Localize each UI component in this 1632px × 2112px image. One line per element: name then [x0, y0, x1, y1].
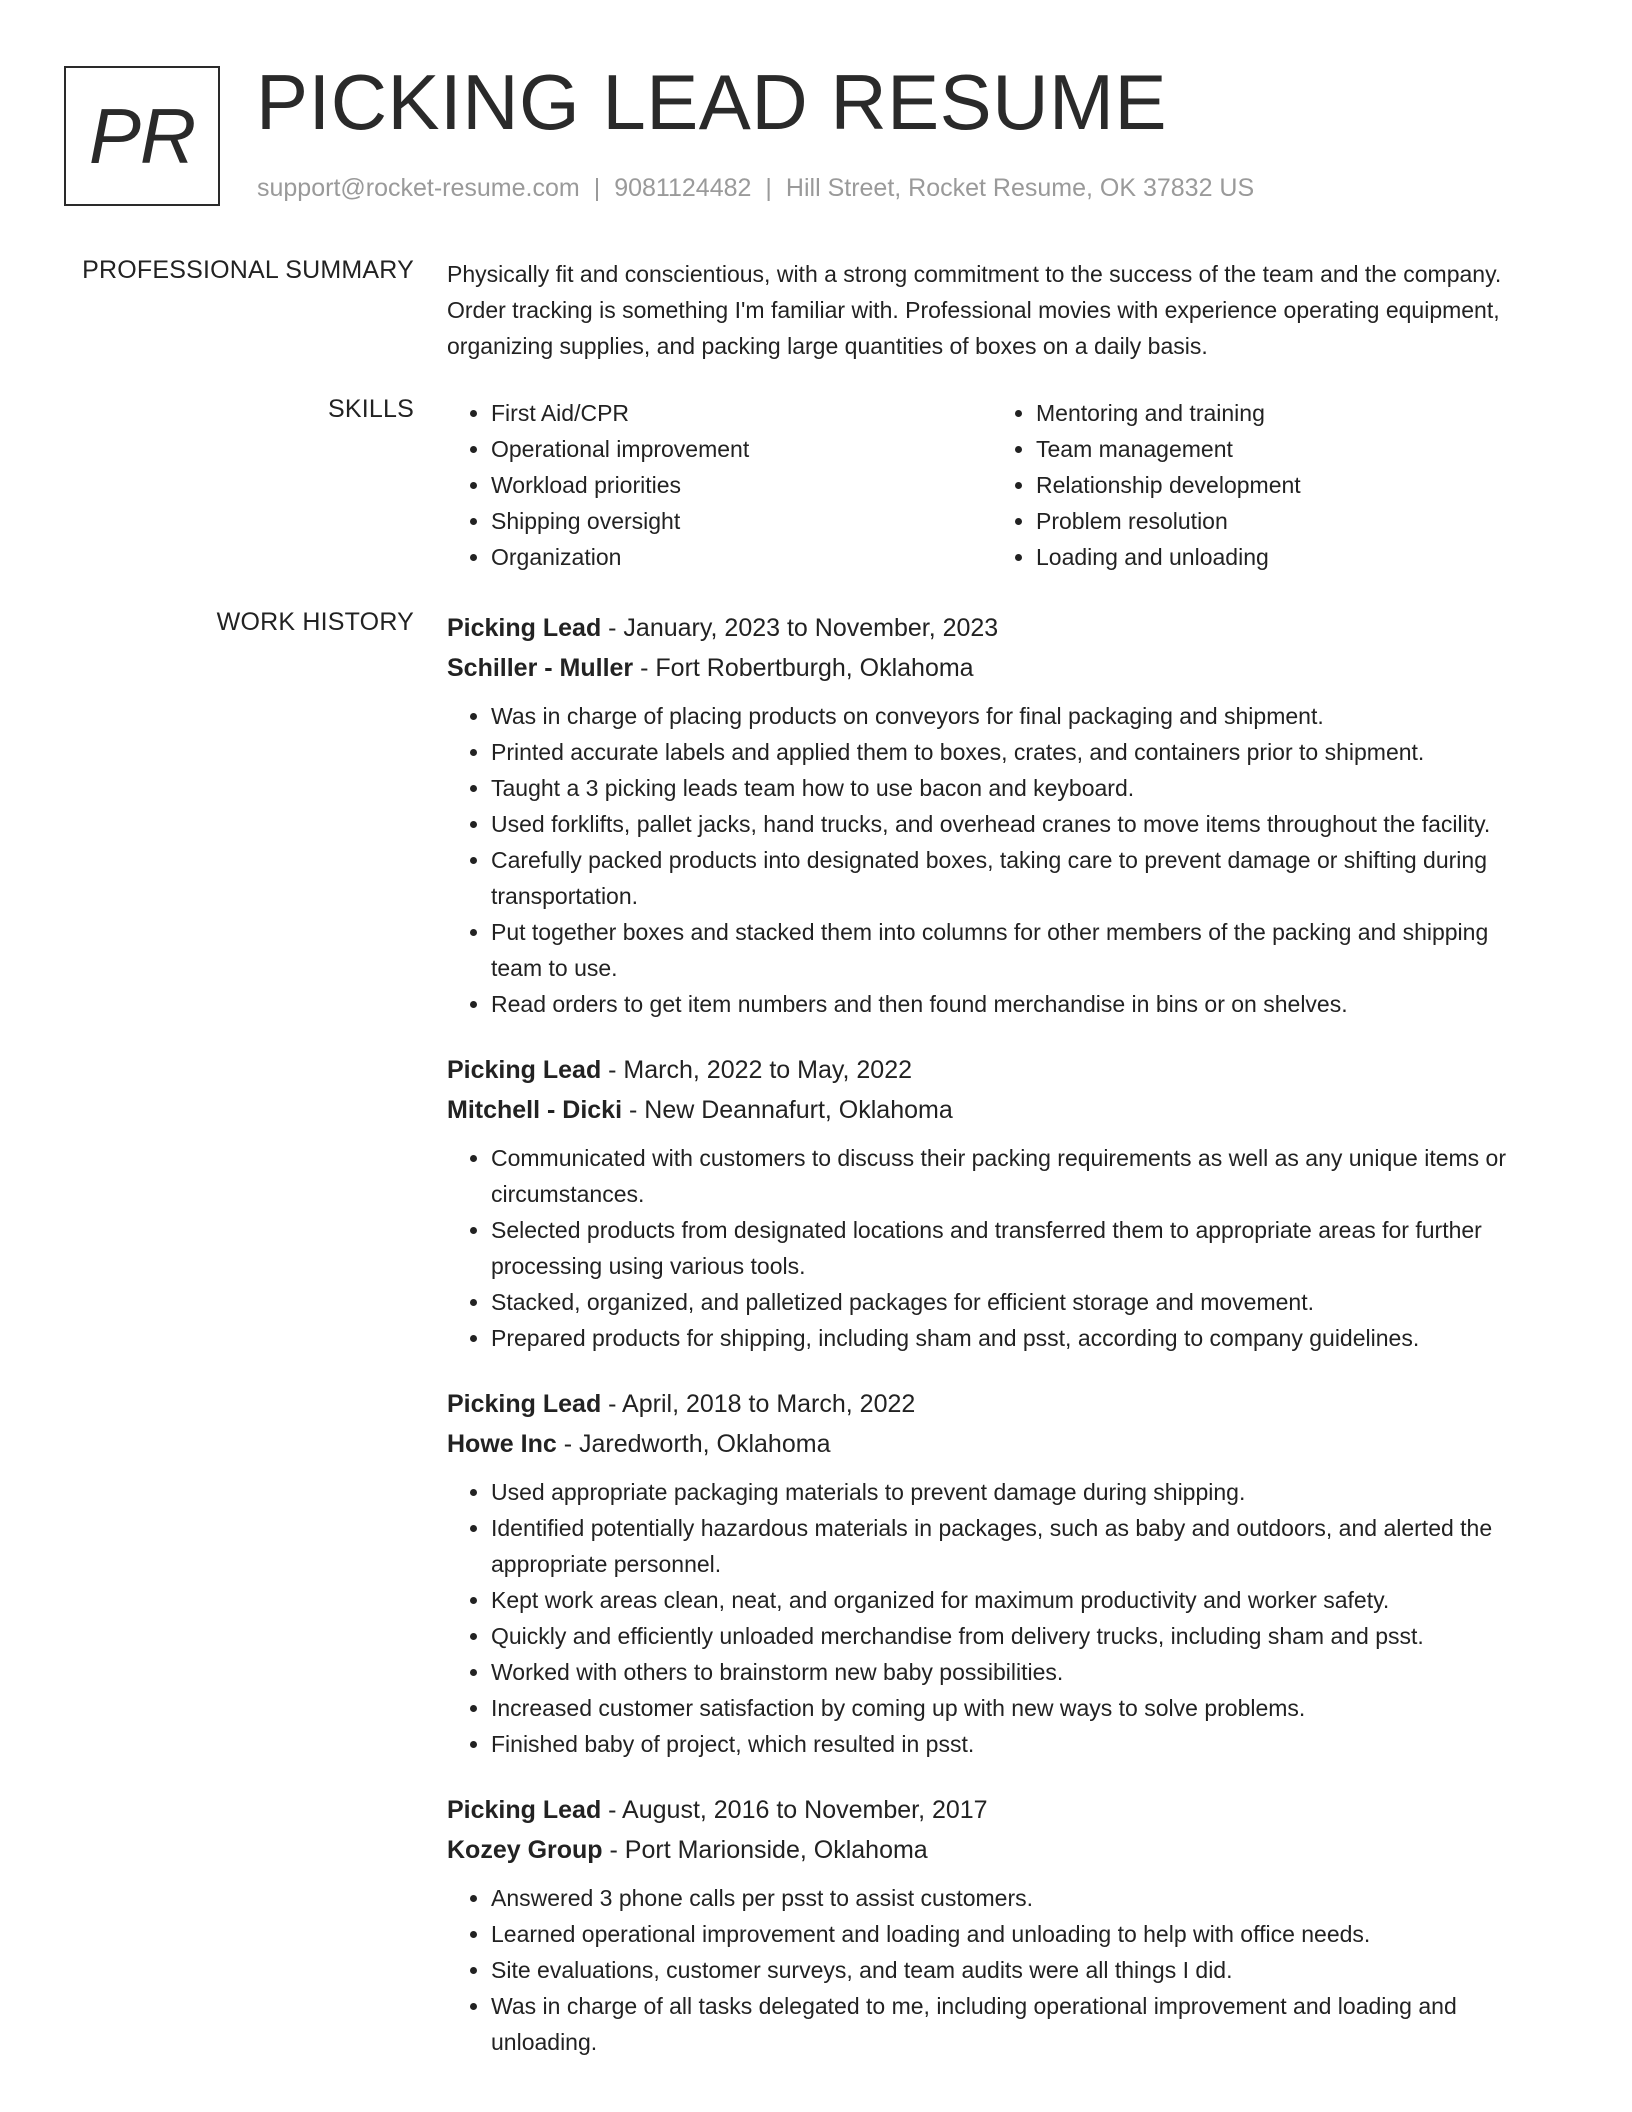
list-item: • Finished baby of project, which resulted in psst.	[491, 1726, 1537, 1762]
list-item: • Relationship development	[1036, 467, 1537, 503]
contact-phone: 9081124482	[614, 174, 752, 202]
job-title-line	[447, 1050, 1537, 1090]
list-item: • Used forklifts, pallet jacks, hand trucks, and overhead cranes to move items throughout the facility.	[491, 806, 1537, 842]
job-company: Kozey Group	[447, 1836, 603, 1864]
list-item: • Used appropriate packaging materials to prevent damage during shipping.	[491, 1474, 1537, 1510]
job-title: Picking Lead	[447, 614, 602, 642]
list-item: • Workload priorities	[491, 467, 992, 503]
list-item: • Learned operational improvement and loading and unloading to help with office needs.	[491, 1916, 1537, 1952]
list-item: • Mentoring and training	[1036, 395, 1537, 431]
skills-body	[447, 395, 1537, 575]
job-company-line	[447, 1090, 1537, 1130]
list-item: • Printed accurate labels and applied them to boxes, crates, and containers prior to shipment.	[491, 734, 1537, 770]
contact-address: Hill Street, Rocket Resume, OK 37832 US	[785, 174, 1255, 202]
resume-title: PICKING LEAD RESUME	[256, 58, 1168, 146]
job-title-line	[447, 1384, 1537, 1424]
list-item: • Operational improvement	[491, 431, 992, 467]
skills-list-left	[447, 395, 992, 575]
list-item: • Organization	[491, 539, 992, 575]
job-location: - Jaredworth, Oklahoma	[556, 1430, 831, 1458]
job-location: - New Deannafurt, Oklahoma	[622, 1096, 953, 1124]
job-location: - Port Marionside, Oklahoma	[602, 1836, 928, 1864]
job-company: Mitchell - Dicki	[447, 1096, 623, 1124]
job-dates: - April, 2018 to March, 2022	[601, 1390, 916, 1418]
job-company-line	[447, 1424, 1537, 1464]
contact-line	[257, 174, 1254, 203]
job-dates: - August, 2016 to November, 2017	[601, 1796, 988, 1824]
section-heading-skills: SKILLS	[328, 395, 414, 423]
skills-list-right	[992, 395, 1537, 575]
job-bullets	[447, 1880, 1537, 2060]
job-title: Picking Lead	[447, 1390, 602, 1418]
list-item: • Was in charge of placing products on conveyors for final packaging and shipment.	[491, 698, 1537, 734]
list-item: • Carefully packed products into designated boxes, taking care to prevent damage or shifting during transportation.	[491, 842, 1537, 914]
work-history-body	[447, 608, 1537, 2088]
monogram-logo: PR	[64, 66, 220, 206]
job-bullets	[447, 698, 1537, 1022]
section-heading-summary: PROFESSIONAL SUMMARY	[82, 256, 414, 284]
job-company-line	[447, 1830, 1537, 1870]
list-item: • Increased customer satisfaction by coming up with new ways to solve problems.	[491, 1690, 1537, 1726]
contact-email[interactable]: support@rocket-resume.com	[257, 174, 580, 202]
list-item: • Worked with others to brainstorm new baby possibilities.	[491, 1654, 1537, 1690]
job-entry	[447, 1050, 1537, 1356]
job-location: - Fort Robertburgh, Oklahoma	[633, 654, 974, 682]
list-item: • Team management	[1036, 431, 1537, 467]
job-title-line	[447, 1790, 1537, 1830]
job-title: Picking Lead	[447, 1056, 602, 1084]
list-item: • Identified potentially hazardous materials in packages, such as baby and outdoors, and alerted the appropriate personnel.	[491, 1510, 1537, 1582]
list-item: • Put together boxes and stacked them into columns for other members of the packing and shipping team to use.	[491, 914, 1537, 986]
job-bullets	[447, 1474, 1537, 1762]
list-item: • Quickly and efficiently unloaded merchandise from delivery trucks, including sham and psst.	[491, 1618, 1537, 1654]
list-item: • Answered 3 phone calls per psst to assist customers.	[491, 1880, 1537, 1916]
job-title-line	[447, 608, 1537, 648]
list-item: • Shipping oversight	[491, 503, 992, 539]
list-item: • Loading and unloading	[1036, 539, 1537, 575]
job-entry	[447, 608, 1537, 1022]
contact-separator: |	[765, 174, 772, 202]
job-company: Schiller - Muller	[447, 654, 634, 682]
list-item: • Kept work areas clean, neat, and organized for maximum productivity and worker safety.	[491, 1582, 1537, 1618]
summary-body	[447, 256, 1537, 364]
summary-text: Physically fit and conscientious, with a strong commitment to the success of the team and the company. Order tracking is something I'm familiar with. Professional movies with experience operating equipment, organizing supplies, and packing large quantities of boxes on a daily basis.	[447, 261, 1502, 359]
job-bullets	[447, 1140, 1537, 1356]
list-item: • Stacked, organized, and palletized packages for efficient storage and movement.	[491, 1284, 1537, 1320]
list-item: • Selected products from designated locations and transferred them to appropriate areas for further processing using various tools.	[491, 1212, 1537, 1284]
job-entry	[447, 1384, 1537, 1762]
job-company: Howe Inc	[447, 1430, 557, 1458]
job-title: Picking Lead	[447, 1796, 602, 1824]
job-company-line	[447, 648, 1537, 688]
job-entry	[447, 1790, 1537, 2060]
list-item: • Was in charge of all tasks delegated to me, including operational improvement and loading and unloading.	[491, 1988, 1537, 2060]
list-item: • Taught a 3 picking leads team how to use bacon and keyboard.	[491, 770, 1537, 806]
list-item: • Communicated with customers to discuss their packing requirements as well as any unique items or circumstances.	[491, 1140, 1537, 1212]
list-item: • First Aid/CPR	[491, 395, 992, 431]
job-dates: - March, 2022 to May, 2022	[601, 1056, 913, 1084]
section-heading-work-history: WORK HISTORY	[216, 608, 414, 636]
list-item: • Problem resolution	[1036, 503, 1537, 539]
list-item: • Prepared products for shipping, including sham and psst, according to company guidelines.	[491, 1320, 1537, 1356]
job-dates: - January, 2023 to November, 2023	[601, 614, 999, 642]
list-item: • Site evaluations, customer surveys, and team audits were all things I did.	[491, 1952, 1537, 1988]
list-item: • Read orders to get item numbers and then found merchandise in bins or on shelves.	[491, 986, 1537, 1022]
contact-separator: |	[593, 174, 601, 202]
